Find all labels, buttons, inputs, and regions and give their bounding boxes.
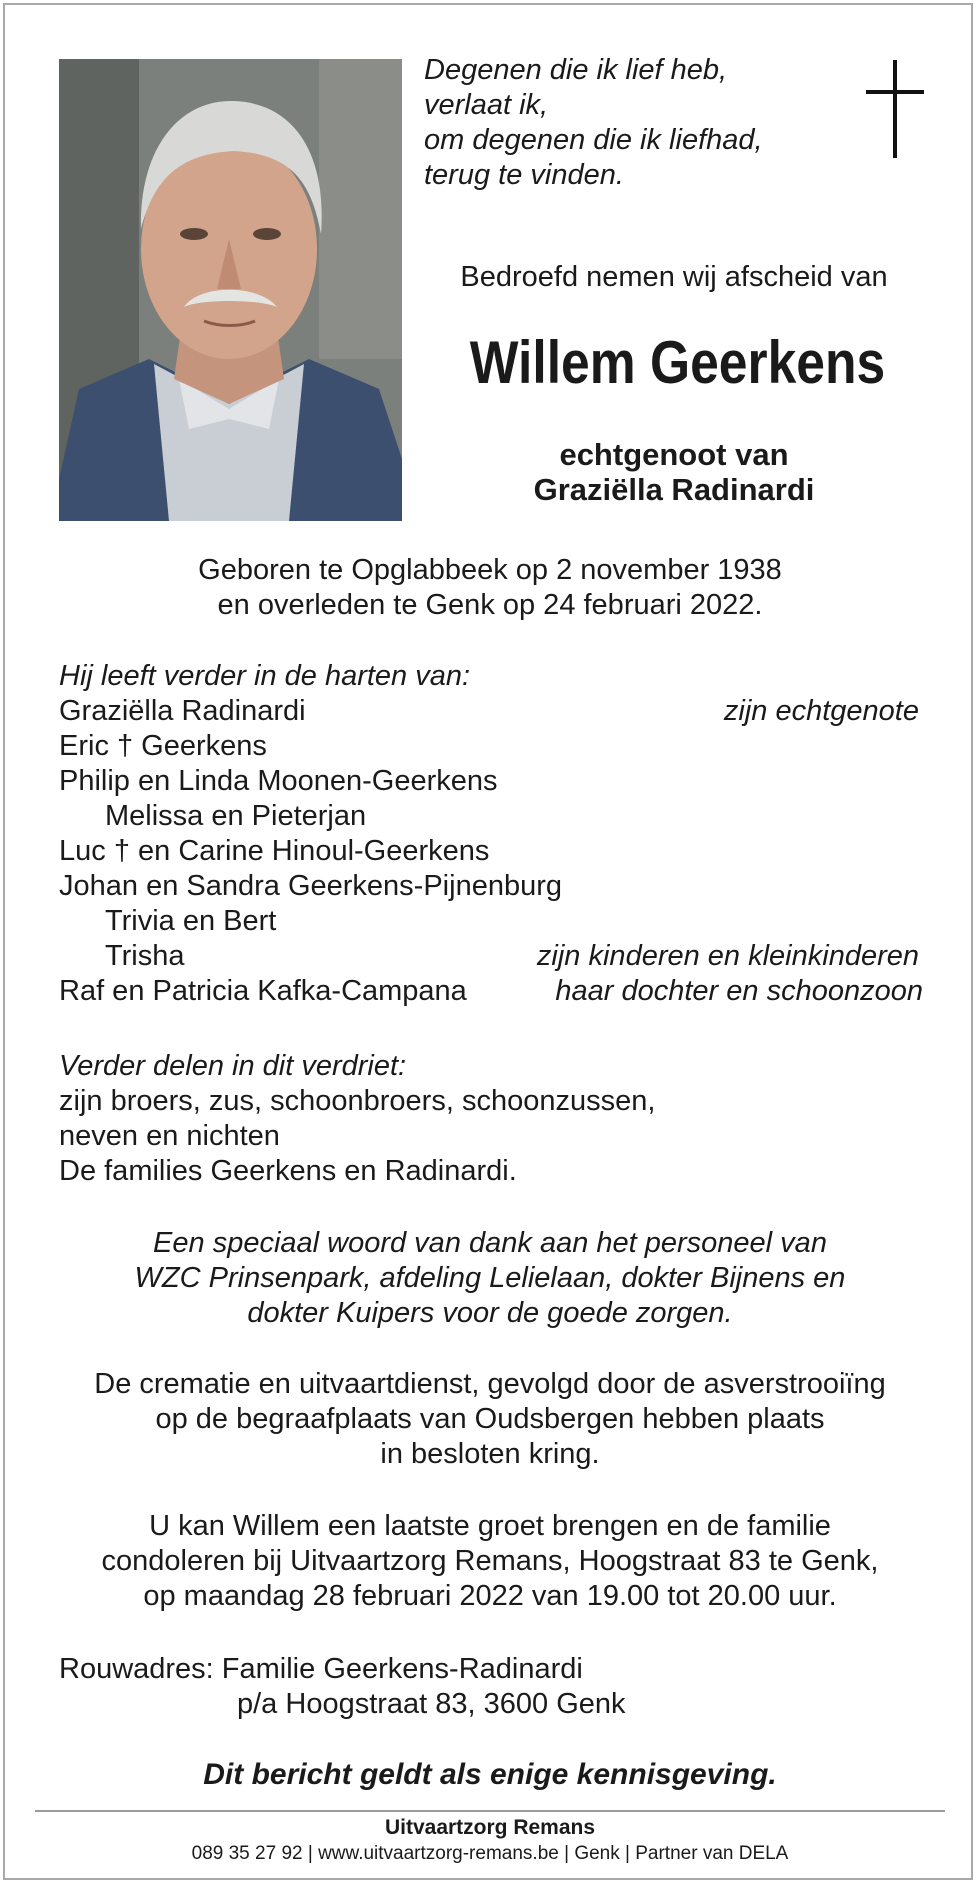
born-line: en overleden te Genk op 24 februari 2022. [217,589,763,621]
cross-icon [866,60,924,160]
family-name: Philip en Linda Moonen-Geerkens [59,765,498,797]
address-line: Rouwadres: Familie Geerkens-Radinardi [59,1653,583,1685]
family-relation: zijn kinderen en kleinkinderen [536,940,919,972]
spouse-line: Graziëlla Radinardi [533,472,815,507]
family-heading: Hij leeft verder in de harten van: [59,660,471,692]
family-name: Graziëlla Radinardi [59,695,306,727]
family-list [59,659,923,1009]
deceased-name: Willem Geerkens [469,329,886,396]
family-name: Eric † Geerkens [59,730,267,762]
intro-text: Bedroefd nemen wij afscheid van [460,261,888,293]
visit-line: op maandag 28 februari 2022 van 19.00 tot 20.00 uur. [143,1580,837,1612]
share-block [59,1049,919,1189]
list-item [59,974,923,1009]
list-item [59,904,919,939]
list-item [59,729,919,764]
family-name: Trisha [105,940,185,972]
cremation-line: De crematie en uitvaartdienst, gevolgd door de asverstrooiïng [94,1368,886,1400]
share-line: De families Geerkens en Radinardi. [59,1155,517,1187]
cremation-block [0,1367,980,1472]
family-name: Trivia en Bert [105,905,277,937]
thanks-block [0,1226,980,1331]
list-item [59,694,919,729]
portrait-photo [59,59,402,521]
spouse-block [424,437,924,507]
born-line: Geboren te Opglabbeek op 2 november 1938 [198,554,782,586]
list-item [59,764,919,799]
share-line: zijn broers, zus, schoonbroers, schoonzussen, [59,1085,656,1117]
poem-line: verlaat ik, [424,89,549,121]
family-relation: haar dochter en schoonzoon [555,975,923,1007]
family-relation: zijn echtgenote [723,695,919,727]
poem-line: terug te vinden. [424,159,624,191]
family-name: Raf en Patricia Kafka-Campana [59,975,467,1007]
mourning-address [59,1652,919,1722]
birth-death-info [0,553,980,623]
visit-line: condoleren bij Uitvaartzorg Remans, Hoogstraat 83 te Genk, [101,1545,879,1577]
footer-company: Uitvaartzorg Remans [384,1816,596,1839]
cremation-line: op de begraafplaats van Oudsbergen hebben plaats [155,1403,825,1435]
poem-line: om degenen die ik liefhad, [424,124,763,156]
visit-block [0,1509,980,1614]
address-line: p/a Hoogstraat 83, 3600 Genk [237,1688,626,1720]
list-item [59,834,919,869]
divider [35,1810,945,1812]
family-name: Melissa en Pieterjan [105,800,367,832]
thanks-line: Een speciaal woord van dank aan het personeel van [153,1227,827,1259]
poem [424,53,804,193]
spouse-line: echtgenoot van [559,437,789,472]
poem-line: Degenen die ik lief heb, [424,54,728,86]
family-name: Johan en Sandra Geerkens-Pijnenburg [59,870,562,902]
share-heading: Verder delen in dit verdriet: [59,1050,407,1082]
share-line: neven en nichten [59,1120,280,1152]
footer-details: 089 35 27 92 | www.uitvaartzorg-remans.be | Genk | Partner van DELA [191,1843,789,1864]
list-item [59,799,919,834]
family-name: Luc † en Carine Hinoul-Geerkens [59,835,490,867]
thanks-line: WZC Prinsenpark, afdeling Lelielaan, dokter Bijnens en [134,1262,846,1294]
thanks-line: dokter Kuipers voor de goede zorgen. [247,1297,733,1329]
cremation-line: in besloten kring. [380,1438,600,1470]
list-item [59,939,919,974]
visit-line: U kan Willem een laatste groet brengen en de familie [149,1510,831,1542]
notice-text: Dit bericht geldt als enige kennisgeving. [203,1758,777,1791]
list-item [59,869,919,904]
